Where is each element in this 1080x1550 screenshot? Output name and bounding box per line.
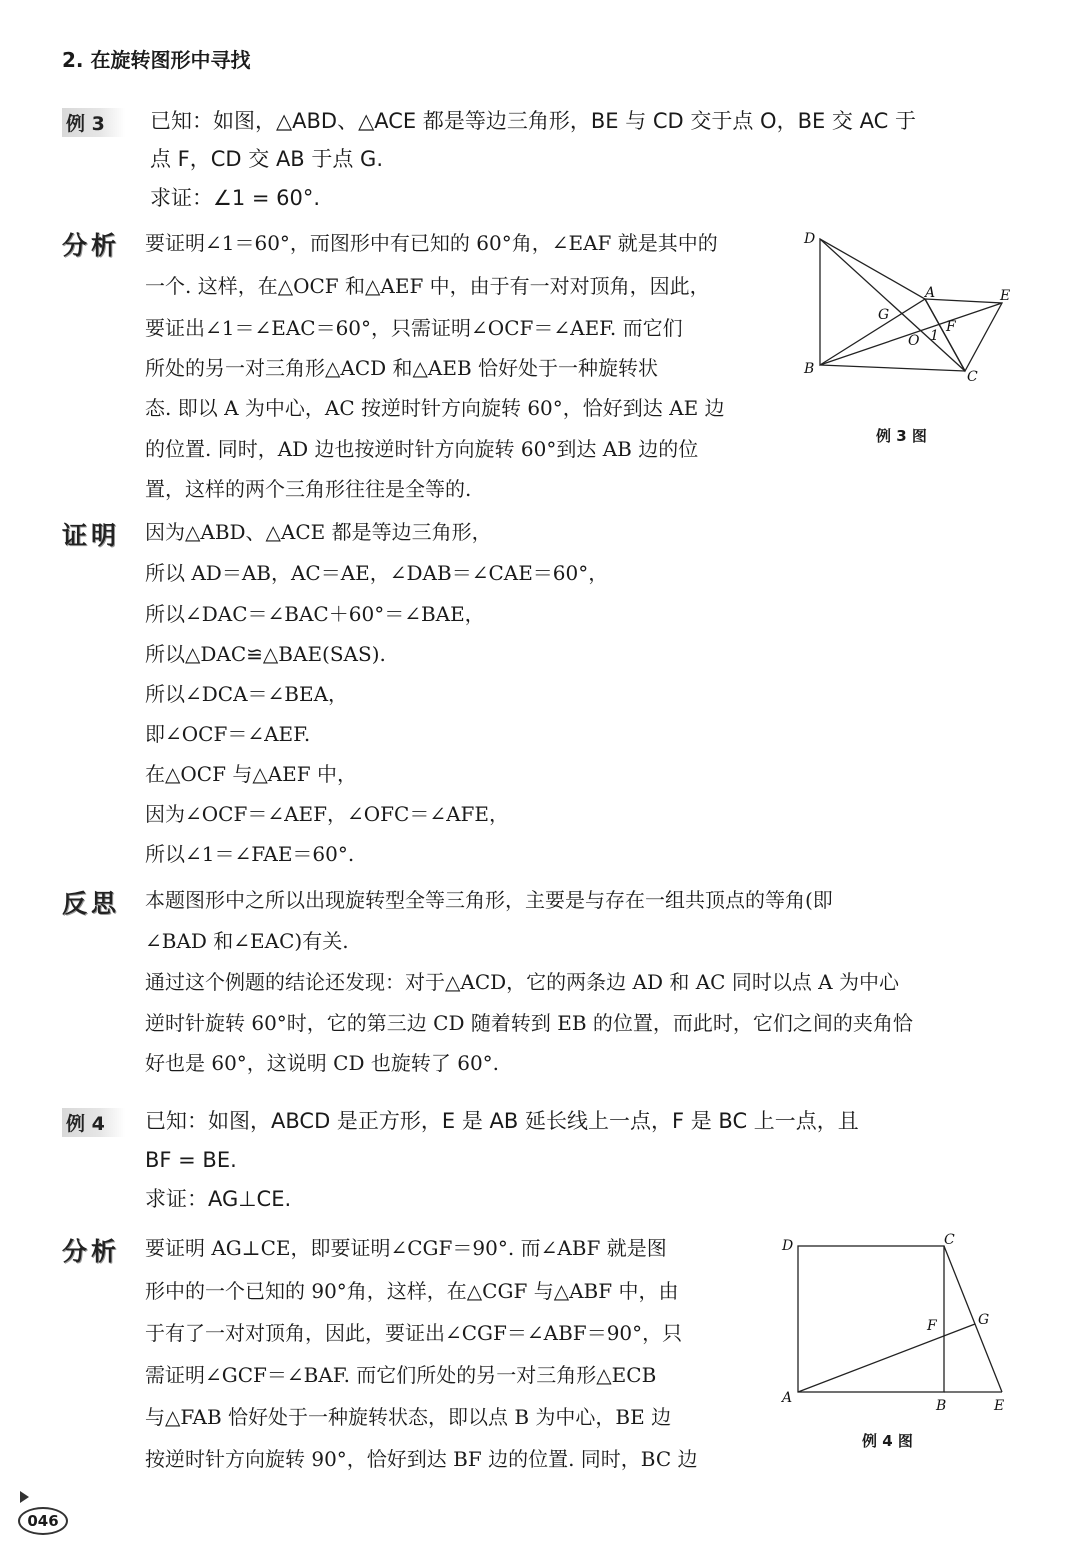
label-d: D bbox=[782, 1238, 794, 1254]
label-a: A bbox=[925, 285, 936, 301]
ex3-proof-line: 因为△ABD、△ACE 都是等边三角形， bbox=[145, 520, 492, 544]
ex4-analysis-line: 于有了一对对顶角，因此，要证出∠CGF＝∠ABF＝90°，只 bbox=[145, 1321, 683, 1345]
section-title: 2. 在旋转图形中寻找 bbox=[62, 48, 251, 72]
ex4-analysis-line: 要证明 AG⊥CE，即要证明∠CGF＝90°. 而∠ABF 就是图 bbox=[145, 1236, 667, 1260]
ex4-prove: 求证：AG⊥CE. bbox=[145, 1187, 292, 1211]
ex3-prove: 求证：∠1 = 60°. bbox=[150, 186, 321, 210]
label-o: O bbox=[908, 333, 920, 349]
page-flag-icon bbox=[20, 1491, 29, 1503]
ex3-reflection-line: 通过这个例题的结论还发现：对于△ACD，它的两条边 AD 和 AC 同时以点 A 为中心 bbox=[145, 970, 899, 994]
ex4-given-line-1: 已知：如图，ABCD 是正方形，E 是 AB 延长线上一点，F 是 BC 上一点，且 bbox=[145, 1109, 859, 1133]
ex3-reflection-line: ∠BAD 和∠EAC)有关. bbox=[145, 929, 349, 953]
ex3-proof-line: 所以△DAC≌△BAE(SAS). bbox=[145, 642, 386, 666]
ex3-proof-line: 所以 AD＝AB，AC＝AE，∠DAB＝∠CAE＝60°， bbox=[145, 561, 609, 585]
ex3-reflection-line: 逆时针旋转 60°时，它的第三边 CD 随着转到 EB 的位置，而此时，它们之间的夹角恰 bbox=[145, 1011, 913, 1035]
ex3-given-line-2: 点 F，CD 交 AB 于点 G. bbox=[150, 147, 384, 171]
segment-bc bbox=[820, 365, 965, 371]
label-e: E bbox=[1000, 288, 1011, 304]
ex3-proof-line: 所以∠1＝∠FAE＝60°. bbox=[145, 842, 355, 866]
example-3-label: 例 3 bbox=[62, 108, 125, 137]
label-1: 1 bbox=[930, 328, 939, 344]
label-b: B bbox=[936, 1398, 947, 1414]
square-abcd bbox=[798, 1246, 944, 1392]
page-number bbox=[18, 1497, 66, 1533]
label-e: E bbox=[994, 1398, 1005, 1414]
ex4-given-line-2: BF = BE. bbox=[145, 1148, 237, 1172]
ex3-reflection-line: 好也是 60°，这说明 CD 也旋转了 60°. bbox=[145, 1051, 500, 1075]
ex3-proof-line: 所以∠DCA＝∠BEA， bbox=[145, 682, 349, 706]
ex3-analysis-line: 一个. 这样，在△OCF 和△AEF 中，由于有一对对顶角，因此， bbox=[145, 274, 710, 298]
ex3-proof-line: 因为∠OCF＝∠AEF，∠OFC＝∠AFE， bbox=[145, 802, 510, 826]
ex4-analysis-tag: 分析 bbox=[62, 1237, 121, 1266]
ex3-proof-tag: 证明 bbox=[62, 521, 121, 550]
ex4-analysis-line: 形中的一个已知的 90°角，这样，在△CGF 与△ABF 中，由 bbox=[145, 1279, 679, 1303]
label-c: C bbox=[967, 369, 978, 385]
example-4-caption: 例 4 图 bbox=[862, 1432, 913, 1450]
page-number-text: 046 bbox=[18, 1507, 68, 1535]
ex3-analysis-line: 的位置. 同时，AD 边也按逆时针方向旋转 60°到达 AB 边的位 bbox=[145, 437, 699, 461]
segment-ce bbox=[944, 1246, 1002, 1392]
ex4-analysis-line: 需证明∠GCF＝∠BAF. 而它们所处的另一对三角形△ECB bbox=[145, 1363, 657, 1387]
ex3-analysis-line: 要证出∠1＝∠EAC＝60°，只需证明∠OCF＝∠AEF. 而它们 bbox=[145, 316, 683, 340]
example-3-figure bbox=[800, 225, 1020, 425]
ex3-analysis-line: 置，这样的两个三角形往往是全等的. bbox=[145, 477, 472, 501]
label-d: D bbox=[804, 231, 816, 247]
ex3-proof-line: 在△OCF 与△AEF 中， bbox=[145, 762, 357, 786]
example-4-label: 例 4 bbox=[62, 1108, 125, 1137]
ex4-analysis-line: 与△FAB 恰好处于一种旋转状态，即以点 B 为中心，BE 边 bbox=[145, 1405, 672, 1429]
ex3-analysis-line: 要证明∠1＝60°，而图形中有已知的 60°角，∠EAF 就是其中的 bbox=[145, 231, 718, 255]
label-f: F bbox=[927, 1318, 937, 1334]
example-3-caption: 例 3 图 bbox=[876, 427, 927, 445]
ex3-reflection-line: 本题图形中之所以出现旋转型全等三角形，主要是与存在一组共顶点的等角(即 bbox=[145, 888, 833, 912]
ex3-analysis-line: 态. 即以 A 为中心，AC 按逆时针方向旋转 60°，恰好到达 AE 边 bbox=[145, 396, 725, 420]
example-4-figure bbox=[780, 1230, 1020, 1420]
ex3-given-line-1: 已知：如图，△ABD、△ACE 都是等边三角形，BE 与 CD 交于点 O，BE 交 AC 于 bbox=[150, 109, 916, 133]
ex3-analysis-line: 所处的另一对三角形△ACD 和△AEB 恰好处于一种旋转状 bbox=[145, 356, 658, 380]
ex4-analysis-line: 按逆时针方向旋转 90°，恰好到达 BF 边的位置. 同时，BC 边 bbox=[145, 1447, 698, 1471]
segment-ag bbox=[798, 1324, 975, 1392]
ex3-proof-line: 即∠OCF＝∠AEF. bbox=[145, 722, 311, 746]
label-a: A bbox=[782, 1390, 793, 1406]
ex3-analysis-tag: 分析 bbox=[62, 231, 121, 260]
label-b: B bbox=[804, 361, 815, 377]
ex3-proof-line: 所以∠DAC＝∠BAC＋60°＝∠BAE， bbox=[145, 602, 485, 626]
label-g: G bbox=[878, 307, 890, 323]
label-g: G bbox=[978, 1312, 990, 1328]
label-f: F bbox=[946, 319, 956, 335]
ex3-reflection-tag: 反思 bbox=[62, 889, 121, 918]
label-c: C bbox=[944, 1232, 955, 1248]
